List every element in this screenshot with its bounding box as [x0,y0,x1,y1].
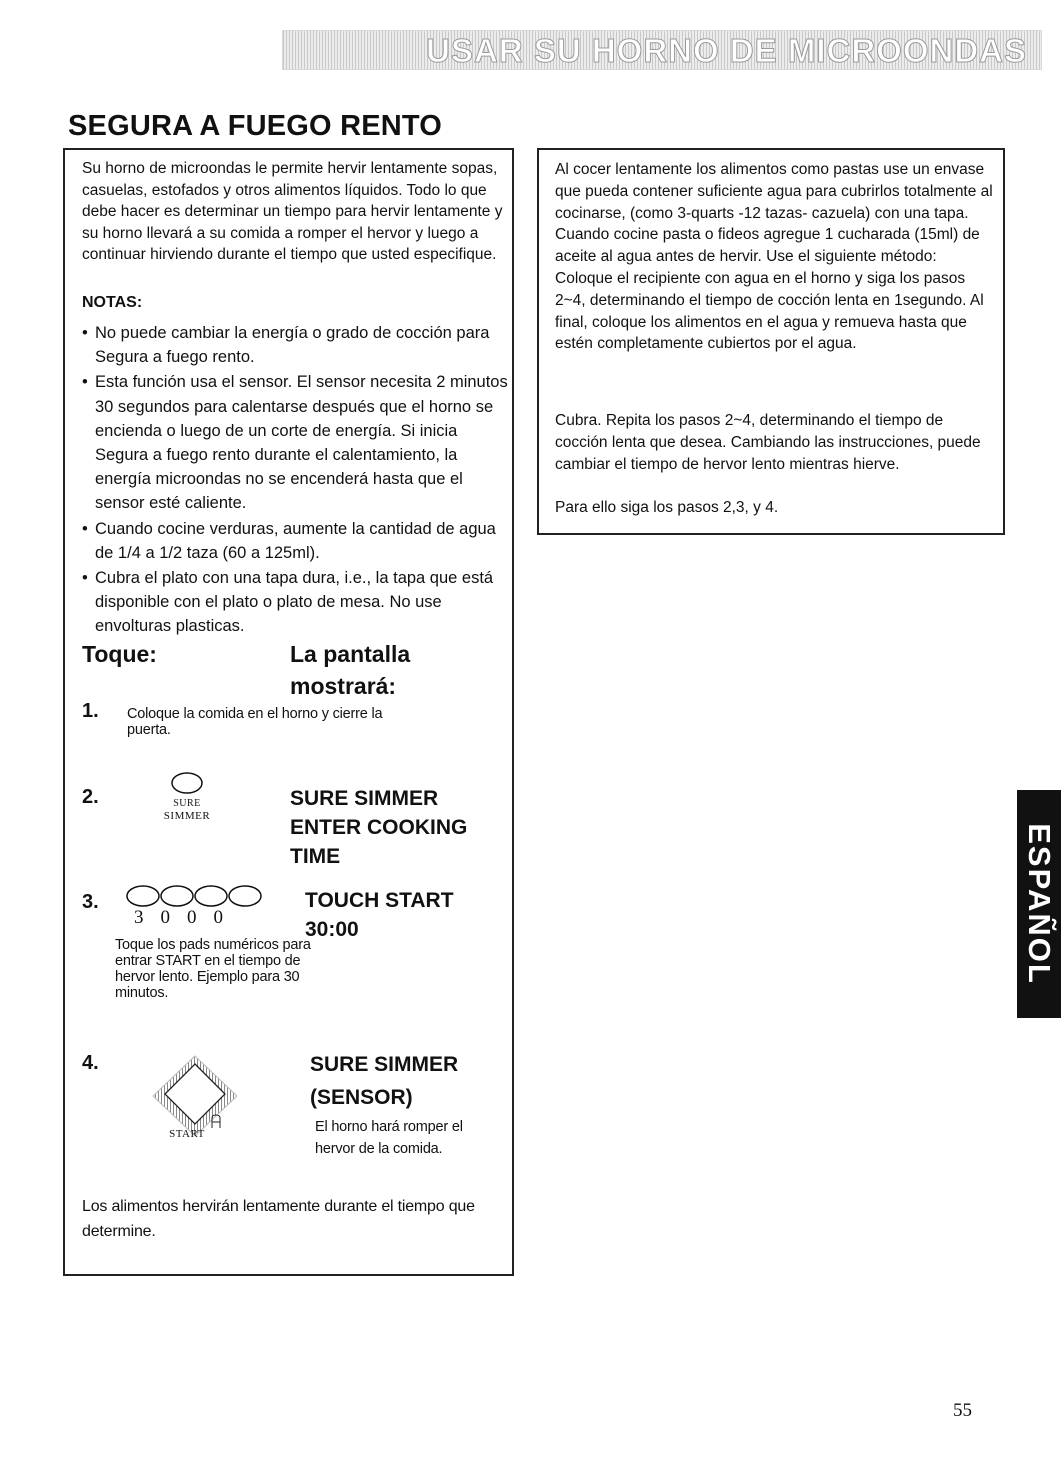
tip-paragraph-2: Cubra. Repita los pasos 2~4, determinando el tiempo de cocción lenta que desea. Cambiando las instrucciones, puede cambiar el tiempo de hervor lento mientras hierve. [555,412,981,473]
pad-digits: 3000 [134,907,240,928]
step-3-text: Toque los pads numéricos para entrar START en el tiempo de hervor lento. Ejemplo para 30 minutos. [115,937,311,1001]
tip-paragraph-3: Para ello siga los pasos 2,3, y 4. [555,499,779,516]
pad-label-start: START [169,1128,205,1140]
pad-label-simmer: SIMMER [163,810,211,822]
instructions-box [63,148,514,1276]
number-pads-icon [123,883,273,909]
display-line: ENTER COOKING [290,816,468,839]
display-line: SURE SIMMER [290,787,439,810]
display-line: SURE SIMMER [310,1053,459,1076]
display-line: TIME [290,845,341,868]
display-column-heading-2: mostrará: [290,673,397,699]
page-number: 55 [953,1400,972,1421]
footer-paragraph: Los alimentos hervirán lentamente durante el tiempo que determine. [82,1198,475,1240]
note-item: • Cuando cocine verduras, aumente la cantidad de agua de 1/4 a 1/2 taza (60 a 125ml). [82,517,512,565]
step-number: 1. [82,700,99,722]
notes-heading: NOTAS: [82,294,143,311]
note-item: • Esta función usa el sensor. El sensor necesita 2 minutos 30 segundos para calentarse después que el horno se encienda o luego de un corte de energía. Si inicia Segura a fuego rento durante el calentamiento, la energía microondas no se encenderá hasta que el sensor esté caliente. [82,370,512,515]
note-item: • No puede cambiar la energía o grado de cocción para Segura a fuego rento. [82,321,512,369]
step-number: 2. [82,786,99,808]
note-item: • Cubra el plato con una tapa dura, i.e., la tapa que está disponible con el plato o plato de mesa. No use envolturas plasticas. [82,566,512,639]
touch-column-heading: Toque: [82,641,157,667]
notes-list [82,321,512,640]
pad-label-sure: SURE [173,798,201,809]
header-title: USAR SU HORNO DE MICROONDAS [426,32,1027,69]
display-line: 30:00 [305,918,359,941]
language-side-tab [1017,790,1061,1018]
step-number: 3. [82,891,99,913]
step-1-text: Coloque la comida en el horno y cierre la puerta. [127,706,383,738]
sure-simmer-pad-icon [169,770,205,796]
tip-paragraph-1: Al cocer lentamente los alimentos como pastas use un envase que pueda contener suficiente agua para cubrirlos totalmente al cocinarse, (como 3-quarts -12 tazas- cazuela) con una tapa. Cuando cocine pasta o fideos agregue 1 cucharada (15ml) de aceite al agua antes de hervir. Use el siguiente método: Coloque el recipiente con agua en el horno y siga los pasos 2~4, determinando el tiempo de cocción lenta en 1segundo. Al final, coloque los alimentos en el agua y remueva hasta que estén completamente cubiertos por el agua. [555,161,993,353]
display-line: (SENSOR) [310,1086,413,1109]
section-title: SEGURA A FUEGO RENTO [68,110,443,142]
language-label: ESPAÑOL [1022,823,1057,985]
display-line: TOUCH START [305,889,454,912]
start-pad-icon [149,1052,239,1136]
display-note: El horno hará romper el hervor de la comida. [315,1119,463,1157]
pasta-tip-box [537,148,1005,535]
display-column-heading-1: La pantalla [290,641,411,667]
intro-paragraph: Su horno de microondas le permite hervir lentamente sopas, casuelas, estofados y otros alimentos líquidos. Todo lo que debe hacer es determinar un tiempo para hervir lentamente y su horno llevará a su comida a romper el hervor y luego a continuar hirviendo durante el tiempo que usted especifique. [82,160,503,263]
step-number: 4. [82,1052,99,1074]
header-band [282,30,1042,70]
